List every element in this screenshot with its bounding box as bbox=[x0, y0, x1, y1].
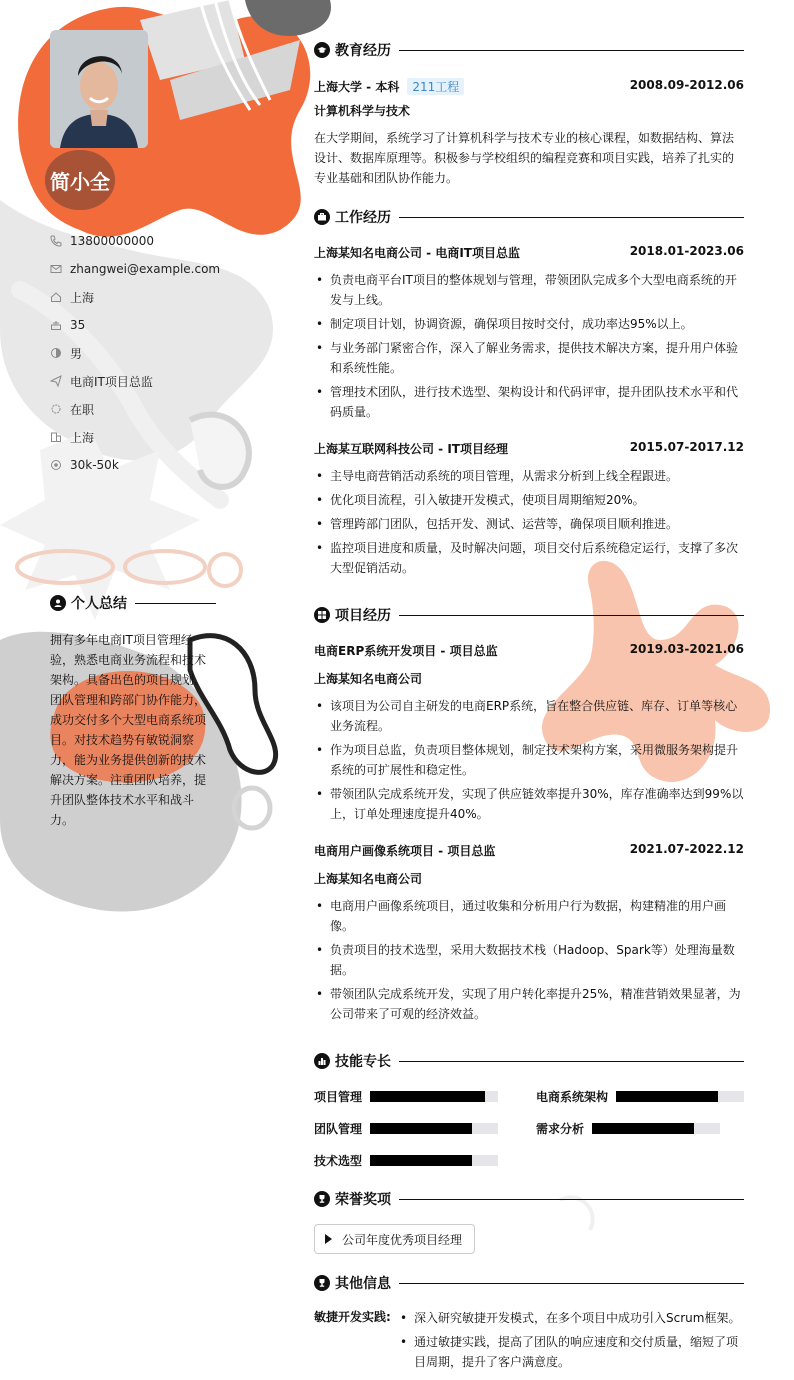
info-value: 13800000000 bbox=[70, 234, 154, 248]
other-title: 其他信息 bbox=[335, 1276, 391, 1292]
awards-title: 荣誉奖项 bbox=[335, 1192, 391, 1208]
job-bullets bbox=[314, 270, 744, 426]
info-value: 电商IT项目总监 bbox=[70, 374, 153, 389]
skills-title: 技能专长 bbox=[335, 1054, 391, 1070]
info-age bbox=[50, 315, 85, 335]
skill-name: 技术选型 bbox=[314, 1154, 363, 1168]
education-date: 2008.09-2012.06 bbox=[629, 78, 744, 92]
job-date: 2018.01-2023.06 bbox=[629, 244, 744, 258]
awards-heading bbox=[314, 1189, 744, 1209]
skill-name: 电商系统架构 bbox=[536, 1090, 609, 1104]
skill-name: 团队管理 bbox=[314, 1122, 363, 1136]
list-item: • 负责项目的技术选型，采用大数据技术栈（Hadoop、Spark等）处理海量数据。 bbox=[314, 940, 744, 980]
skill-item bbox=[536, 1120, 720, 1137]
profile-photo bbox=[50, 30, 148, 148]
skill-bar bbox=[370, 1155, 498, 1166]
info-value: 30k-50k bbox=[70, 458, 119, 472]
skill-name: 项目管理 bbox=[314, 1090, 363, 1104]
salary-icon bbox=[50, 459, 70, 471]
list-item: • 负责电商平台IT项目的整体规划与管理，带领团队完成多个大型电商系统的开发与上线。 bbox=[314, 270, 744, 310]
project-bullets bbox=[314, 896, 744, 1028]
project-date: 2019.03-2021.06 bbox=[629, 642, 744, 656]
list-item: • 电商用户画像系统项目，通过收集和分析用户行为数据，构建精准的用户画像。 bbox=[314, 896, 744, 936]
work-heading bbox=[314, 207, 744, 227]
chart-icon bbox=[314, 1053, 330, 1069]
education-major: 计算机科学与技术 bbox=[314, 104, 411, 118]
project-company: 上海某知名电商公司 bbox=[314, 872, 423, 886]
skill-bar bbox=[592, 1123, 720, 1134]
list-item: • 管理跨部门团队，包括开发、测试、运营等，确保项目顺利推进。 bbox=[314, 514, 744, 534]
info-value: 上海 bbox=[70, 430, 95, 445]
skill-bar-fill bbox=[370, 1091, 485, 1102]
info-position bbox=[50, 371, 153, 391]
phone-icon bbox=[50, 235, 70, 247]
projects-heading bbox=[314, 605, 744, 625]
email-icon bbox=[50, 263, 70, 275]
summary-heading bbox=[50, 593, 216, 613]
info-phone bbox=[50, 231, 154, 251]
work-title: 工作经历 bbox=[335, 210, 391, 226]
name-badge bbox=[45, 150, 115, 210]
cake-icon bbox=[50, 319, 70, 331]
building-icon bbox=[50, 431, 70, 443]
skill-bar-fill bbox=[592, 1123, 694, 1134]
gender-icon bbox=[50, 347, 70, 359]
project-title: 电商ERP系统开发项目 - 项目总监 bbox=[314, 644, 498, 658]
other-bullets bbox=[398, 1308, 744, 1376]
send-icon bbox=[50, 375, 70, 387]
other-label: 敏捷开发实践: bbox=[314, 1310, 391, 1324]
summary-title: 个人总结 bbox=[71, 596, 127, 612]
project-row bbox=[314, 842, 744, 859]
other-heading bbox=[314, 1273, 744, 1293]
user-icon bbox=[50, 595, 66, 611]
project-row bbox=[314, 642, 744, 659]
education-desc: 在大学期间，系统学习了计算机科学与技术专业的核心课程，如数据结构、算法设计、数据库原理等。积极参与学校组织的编程竞赛和项目实践，培养了扎实的专业基础和团队协作能力。 bbox=[314, 131, 735, 185]
list-item: • 制定项目计划，协调资源，确保项目按时交付，成功率达95%以上。 bbox=[314, 314, 744, 334]
skill-bar-fill bbox=[370, 1123, 472, 1134]
education-title: 教育经历 bbox=[335, 43, 391, 59]
trophy-icon bbox=[314, 1191, 330, 1207]
skill-item bbox=[314, 1088, 498, 1105]
list-item: • 带领团队完成系统开发，实现了供应链效率提升30%，库存准确率达到99%以上，订单处理速度提升40%。 bbox=[314, 784, 744, 824]
list-item: • 该项目为公司自主研发的电商ERP系统，旨在整合供应链、库存、订单等核心业务流程。 bbox=[314, 696, 744, 736]
trophy-icon bbox=[314, 1275, 330, 1291]
job-date: 2015.07-2017.12 bbox=[629, 440, 744, 454]
skill-bar bbox=[370, 1091, 498, 1102]
info-status bbox=[50, 399, 94, 419]
skill-bar-fill bbox=[370, 1155, 472, 1166]
skill-item bbox=[314, 1152, 498, 1169]
job-title: 上海某互联网科技公司 - IT项目经理 bbox=[314, 442, 508, 456]
award-label: 公司年度优秀项目经理 bbox=[342, 1232, 463, 1247]
award-item[interactable] bbox=[314, 1224, 475, 1254]
project-date: 2021.07-2022.12 bbox=[629, 842, 744, 856]
list-item: • 与业务部门紧密合作，深入了解业务需求，提供技术解决方案，提升用户体验和系统性能。 bbox=[314, 338, 744, 378]
projects-title: 项目经历 bbox=[335, 608, 391, 624]
list-item: • 作为项目总监，负责项目整体规划，制定技术架构方案，采用微服务架构提升系统的可扩展性和稳定性。 bbox=[314, 740, 744, 780]
project-company: 上海某知名电商公司 bbox=[314, 672, 423, 686]
info-value: 35 bbox=[70, 318, 86, 332]
info-value: 上海 bbox=[70, 290, 95, 305]
school-name: 上海大学 - 本科 bbox=[314, 80, 400, 94]
skill-item bbox=[314, 1120, 498, 1137]
job-row bbox=[314, 440, 744, 457]
grid-icon bbox=[314, 607, 330, 623]
status-icon bbox=[50, 403, 70, 415]
info-value: zhangwei@example.com bbox=[70, 262, 221, 276]
skill-bar bbox=[616, 1091, 744, 1102]
play-icon bbox=[325, 1234, 332, 1244]
list-item: • 管理技术团队，进行技术选型、架构设计和代码评审，提升团队技术水平和代码质量。 bbox=[314, 382, 744, 422]
skill-item bbox=[536, 1088, 744, 1105]
avatar bbox=[50, 30, 148, 148]
profile-name: 简小全 bbox=[50, 169, 110, 194]
summary-text: 拥有多年电商IT项目管理经验，熟悉电商业务流程和技术架构。具备出色的项目规划、团队管理和跨部门协作能力，成功交付多个大型电商系统项目。对技术趋势有敏锐洞察力，能为业务提供创新的技术解决方案。注重团队培养，提升团队整体技术水平和战斗力。 bbox=[50, 633, 207, 827]
job-title: 上海某知名电商公司 - 电商IT项目总监 bbox=[314, 246, 520, 260]
skills-heading bbox=[314, 1051, 744, 1071]
home-icon bbox=[50, 291, 70, 303]
briefcase-icon bbox=[314, 209, 330, 225]
skill-bar bbox=[370, 1123, 498, 1134]
list-item: • 监控项目进度和质量，及时解决问题，项目交付后系统稳定运行，支撑了多次大型促销活动。 bbox=[314, 538, 744, 578]
info-value: 在职 bbox=[70, 402, 95, 417]
job-row bbox=[314, 244, 744, 261]
skill-bar-fill bbox=[616, 1091, 718, 1102]
info-gender bbox=[50, 343, 82, 363]
job-bullets bbox=[314, 466, 744, 582]
list-item: • 主导电商营销活动系统的项目管理，从需求分析到上线全程跟进。 bbox=[314, 466, 744, 486]
education-heading bbox=[314, 40, 744, 60]
skill-name: 需求分析 bbox=[536, 1122, 585, 1136]
info-email bbox=[50, 259, 220, 279]
info-city bbox=[50, 427, 94, 447]
graduation-cap-icon bbox=[314, 42, 330, 58]
list-item: • 深入研究敏捷开发模式，在多个项目中成功引入Scrum框架。 bbox=[398, 1308, 744, 1328]
school-tag: 211工程 bbox=[407, 78, 464, 95]
education-row bbox=[314, 78, 744, 95]
list-item: • 带领团队完成系统开发，实现了用户转化率提升25%，精准营销效果显著，为公司带来了可观的经济效益。 bbox=[314, 984, 744, 1024]
info-location bbox=[50, 287, 94, 307]
project-bullets bbox=[314, 696, 744, 828]
info-value: 男 bbox=[70, 346, 83, 361]
list-item: • 优化项目流程，引入敏捷开发模式，使项目周期缩短20%。 bbox=[314, 490, 744, 510]
project-title: 电商用户画像系统项目 - 项目总监 bbox=[314, 844, 496, 858]
info-salary bbox=[50, 455, 119, 475]
list-item: • 通过敏捷实践，提高了团队的响应速度和交付质量，缩短了项目周期，提升了客户满意度。 bbox=[398, 1332, 744, 1372]
